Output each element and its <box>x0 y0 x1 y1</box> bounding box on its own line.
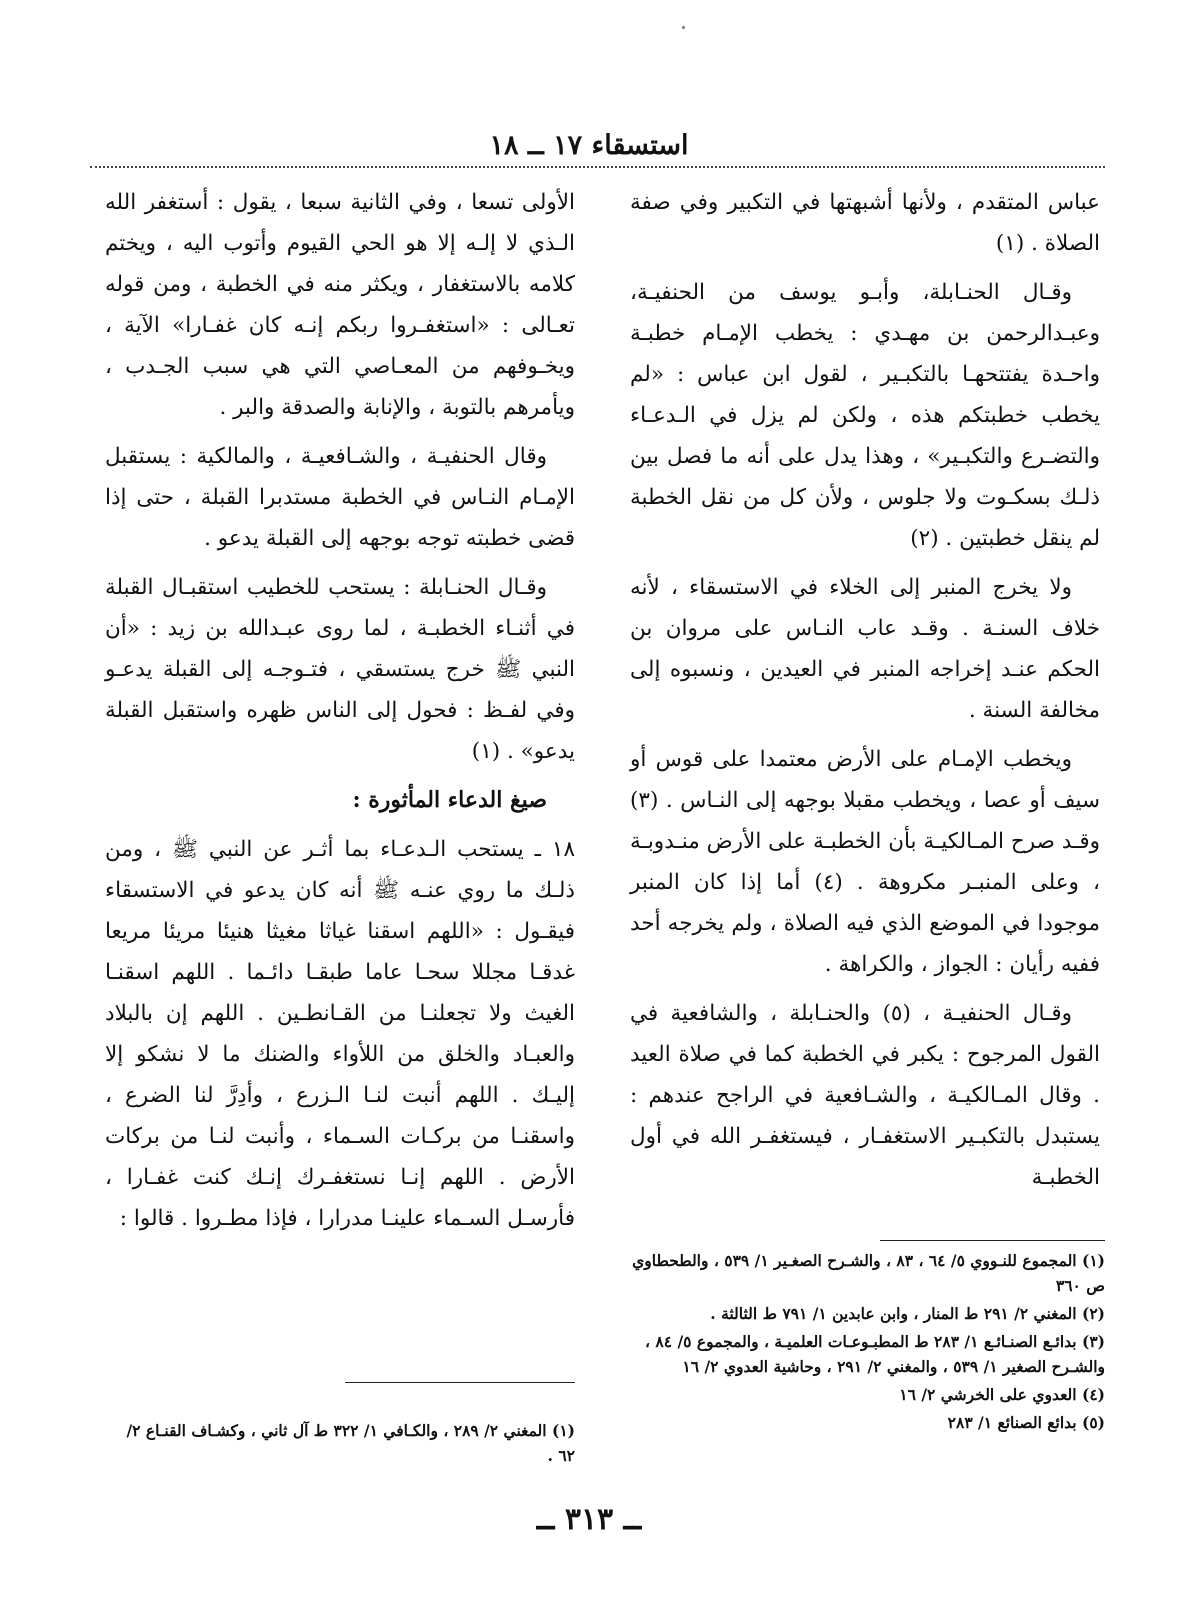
right-paragraph-2: وقـال الحنـابلة، وأبـو يوسف من الحنفيـة، وعبـدالرحمن بن مهـدي : يخطب الإمـام خطبـة واحـدة يفتتحهـا بالتكبـير ، لقول ابن عباس : «لم يخطب خطبتكم هذه ، ولكن لم يزل في الـدعـاء والتضـرع والتكبـير» ، وهذا يدل على أنه ما فصل بين ذلـك بسكـوت ولا جلوس ، ولأن كل من نقل الخطبة لم ينقل خطبتين . (٢) <box>630 280 1100 551</box>
right-footnote-divider <box>880 1240 1105 1241</box>
left-column <box>105 182 575 1247</box>
right-paragraph-3: ولا يخرج المنبر إلى الخلاء في الاستسقاء ، لأنه خلاف السنـة . وقـد عاب النـاس على مروان بن الحكم عنـد إخراجه المنبر في العيدين ، ونسبوه إلى مخالفة السنة . <box>630 575 1100 723</box>
left-footnote-divider <box>345 1382 575 1383</box>
footnote-item: (٥) بدائع الصنائع ١/ ٢٨٣ <box>947 1413 1105 1432</box>
section-paragraph: ١٨ ـ يستحب الـدعـاء بما أثـر عن النبي ﷺ ، ومن ذلـك ما روي عنـه ﷺ أنه كان يدعو في الاستسقاء فيقـول : «اللهم اسقنا غياثا مغيثا هنيئا مريئا مريعا غدقـا مجللا سحـا عاما طبقـا دائـما . اللهم اسقنـا الغيث ولا تجعلنـا من القـانطـين . اللهم إن بالبلاد والعبـاد والخلق من اللأواء والضنك ما لا نشكو إلا إليـك . اللهم أنبت لنـا الـزرع ، وأدِرَّ لنا الضرع ، واسقنـا من بركـات السـماء ، وأنبت لنـا من بركات الأرض . اللهم إنـا نستغفـرك إنـك كنت غفـارا ، فأرسـل السـماء علينـا مدرارا ، فإذا مطـروا . قالوا : <box>105 837 575 1231</box>
left-paragraph-1: الأولى تسعا ، وفي الثانية سبعا ، يقول : أستغفر الله الـذي لا إلـه إلا هو الحي القيوم وأتوب اليه ، ويختم كلامه بالاستغفار ، ويكثر منه في الخطبة ، ومن قوله تعـالى : «استغفـروا ربكم إنـه كان غفـارا» الآية ، ويخـوفهم من المعـاصي التي هي سبب الجـدب ، ويأمرهم بالتوبة ، والإنابة والصدقة والبر . <box>105 190 576 420</box>
page-mark <box>682 26 685 29</box>
section-heading: صيغ الدعاء المأثورة : <box>352 787 547 813</box>
header-divider <box>90 166 1105 168</box>
footnote-item: (٣) بدائـع الصنـائـع ١/ ٢٨٣ ط المطبـوعـات العلميـة ، والمجموع ٥/ ٨٤ ، والشـرح الصغير ١/ ٥٣٩ ، والمغني ٢/ ٢٩١ ، وحاشية العدوي ٢/ ١٦ <box>645 1332 1105 1376</box>
left-paragraph-2: وقال الحنفيـة ، والشـافعيـة ، والمالكية : يستقبل الإمـام النـاس في الخطبة مستدبرا القبلة ، حتى إذا قضى خطبته توجه بوجهه إلى القبلة يدعو . <box>105 444 575 551</box>
right-footnotes <box>630 1248 1105 1438</box>
right-paragraph-1: عباس المتقدم ، ولأنها أشبهتها في التكبير وفي صفة الصلاة . (١) <box>630 190 1100 256</box>
footnote-item: (٤) العدوي على الخرشي ٢/ ١٦ <box>899 1385 1105 1404</box>
left-paragraph-3: وقـال الحنـابلة : يستحب للخطيب استقبـال القبلة في أثنـاء الخطبـة ، لما روى عبـدالله بن زيد : «أن النبي ﷺ خرج يستسقي ، فتـوجـه إلى القبلة يدعـو وفي لفـظ : فحول إلى الناس ظهره واستقبل القبلة يدعو» . (١) <box>105 575 575 764</box>
footnote-item: (٢) المغني ٢/ ٢٩١ ط المنار ، وابن عابدين ١/ ٧٩١ ط الثالثة . <box>710 1304 1105 1323</box>
right-paragraph-4: ويخطب الإمـام على الأرض معتمدا على قوس أو سيف أو عصا ، ويخطب مقبلا بوجهه إلى النـاس . (٣) وقـد صرح المـالكيـة بأن الخطبـة على الأرض منـدوبـة ، وعلى المنبـر مكروهة . (٤) أما إذا كان المنبر موجودا في الموضع الذي فيه الصلاة ، ولم يخرجه أحد ففيه رأيان : الجواز ، والكراهة . <box>630 747 1100 977</box>
left-footnotes <box>105 1418 575 1471</box>
page-header-title: استسقاء ١٧ ــ ١٨ <box>489 130 689 161</box>
footnote-item: (١) المغني ٢/ ٢٨٩ ، والكـافي ١/ ٣٢٢ ط آل ثاني ، وكشـاف القنـاع ٢/ ٦٢ . <box>126 1421 575 1465</box>
page-number: ــ ٣١٣ ــ <box>536 1502 642 1537</box>
right-paragraph-5: وقـال الحنفيـة ، (٥) والحنـابلة ، والشافعية في القول المرجوح : يكبر في الخطبة كما في صلاة العيد . وقال المـالكيـة ، والشـافعية في الراجح عندهم : يستبدل بالتكبـير الاستغفـار ، فيستغفـر الله في أول الخطبـة <box>630 1001 1101 1190</box>
right-column <box>630 182 1100 1206</box>
footnote-item: (١) المجموع للنـووي ٥/ ٦٤ ، ٨٣ ، والشـرح الصغـير ١/ ٥٣٩ ، والطحطاوي ص ٣٦٠ <box>632 1251 1105 1295</box>
